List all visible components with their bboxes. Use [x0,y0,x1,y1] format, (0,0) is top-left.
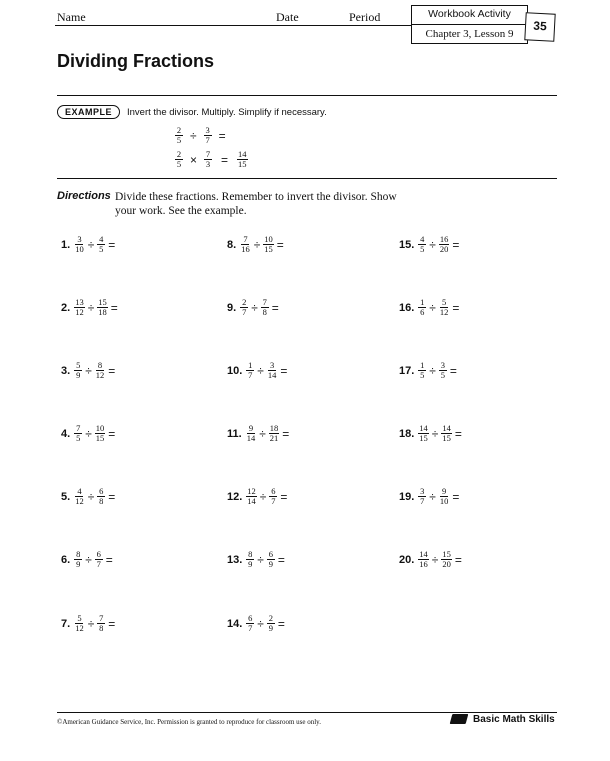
equals-sign: = [108,616,116,631]
divide-operator: ÷ [431,426,439,441]
divide-operator: ÷ [87,237,95,252]
divisor-fraction [267,614,275,633]
footer-brand [451,714,555,725]
equals-sign: = [276,237,284,252]
numerator: 3 [77,234,82,244]
denominator: 16 [419,559,428,569]
numerator: 4 [99,234,104,244]
example-badge: EXAMPLE [57,105,120,119]
numerator: 6 [96,549,101,559]
denominator: 3 [205,159,211,169]
problem-item [227,235,286,254]
numerator: 14 [238,149,247,159]
denominator: 12 [439,307,449,317]
divide-operator: ÷ [257,363,264,378]
problem-item [227,361,289,380]
directions-label: Directions [57,190,111,202]
problem-number: 5. [61,490,71,503]
problem-number: 14. [227,617,243,630]
divide-operator: ÷ [253,237,261,252]
period-label: Period [349,10,381,24]
problem-item [61,235,117,254]
denominator: 8 [99,496,104,506]
denominator: 15 [419,433,428,443]
numerator: 8 [76,549,81,559]
dividend-fraction [246,614,254,633]
denominator: 12 [95,370,105,380]
divide-operator: ÷ [85,426,92,441]
problem-item [399,487,461,506]
numerator: 2 [268,613,274,623]
numerator: 13 [75,297,84,307]
example-line-2 [174,150,249,169]
problem-number: 1. [61,238,71,251]
problem-item [61,487,117,506]
numerator: 16 [439,234,449,244]
brand-name: Basic Math Skills [473,714,555,725]
denominator: 8 [262,307,267,317]
equals-sign: = [277,552,285,567]
example-top-rule [57,95,557,96]
denominator: 7 [271,496,276,506]
equals-sign: = [271,300,279,315]
problem-item [61,298,120,317]
problem-number: 3. [61,364,71,377]
denominator: 15 [442,433,451,443]
problem-item [399,361,459,380]
equals-sign: = [108,363,116,378]
denominator: 5 [176,135,182,145]
divisor-fraction [95,361,106,380]
divisor-fraction [97,487,105,506]
denominator: 7 [96,559,101,569]
equals-sign: = [108,426,116,441]
divisor-fraction [269,424,280,443]
numerator: 10 [95,423,105,433]
numerator: 2 [176,149,182,159]
problem-item [399,424,464,443]
problem-number: 6. [61,553,71,566]
denominator: 5 [176,159,182,169]
divide-operator: ÷ [257,552,264,567]
denominator: 10 [439,496,449,506]
denominator: 9 [268,559,274,569]
denominator: 14 [247,496,256,506]
denominator: 12 [75,623,84,633]
book-icon [450,714,469,724]
problem-number: 9. [227,301,237,314]
divisor-fraction [267,361,278,380]
denominator: 9 [76,559,81,569]
numerator: 9 [442,486,447,496]
denominator: 9 [248,559,253,569]
denominator: 5 [420,244,425,254]
divisor-fraction [441,424,452,443]
equals-sign: = [108,237,116,252]
divide-operator: ÷ [251,300,258,315]
equals-sign: = [108,489,116,504]
denominator: 7 [248,623,253,633]
date-label: Date [276,10,299,24]
denominator: 18 [98,307,107,317]
divide-operator: ÷ [429,237,436,252]
equals-sign: = [218,128,226,143]
numerator: 6 [271,486,276,496]
denominator: 6 [420,307,425,317]
dividend-fraction [246,361,254,380]
denominator: 7 [248,370,253,380]
numerator: 14 [419,423,428,433]
numerator: 1 [248,360,253,370]
divisor-fraction [439,298,450,317]
divisor-fraction [97,614,105,633]
numerator: 7 [243,234,248,244]
denominator: 20 [439,244,449,254]
divisor-fraction [441,550,452,569]
numerator: 2 [176,125,182,135]
numerator: 1 [420,297,425,307]
problem-number: 2. [61,301,71,314]
name-label: Name [57,10,86,24]
numerator: 8 [248,549,253,559]
denominator: 15 [238,159,247,169]
numerator: 12 [247,486,256,496]
numerator: 3 [270,360,275,370]
dividend-fraction [418,361,426,380]
problem-item [227,550,287,569]
denominator: 5 [76,433,81,443]
divide-operator: ÷ [87,616,95,631]
denominator: 5 [440,370,446,380]
divisor-fraction [95,550,103,569]
problem-number: 20. [399,553,415,566]
equals-sign: = [277,616,285,631]
equals-sign: = [452,237,460,252]
numerator: 7 [99,613,104,623]
divide-operator: ÷ [85,363,92,378]
divisor-fraction [439,361,447,380]
problem-item [399,235,461,254]
page-title: Dividing Fractions [57,51,215,71]
numerator: 7 [262,297,267,307]
dividend-fraction [246,424,257,443]
denominator: 12 [75,307,84,317]
denominator: 20 [442,559,451,569]
equals-sign: = [452,489,460,504]
numerator: 6 [268,549,274,559]
divisor-fraction [439,487,450,506]
problem-item [61,361,117,380]
problem-number: 4. [61,427,71,440]
dividend-fraction [74,235,85,254]
numerator: 8 [97,360,103,370]
numerator: 3 [440,360,446,370]
problem-number: 19. [399,490,415,503]
problem-number: 13. [227,553,243,566]
problem-number: 11. [227,427,242,440]
denominator: 14 [267,370,277,380]
divide-operator: ÷ [431,552,439,567]
divide-operator: ÷ [257,616,264,631]
example-fraction [204,150,212,169]
page-number: 35 [524,12,555,42]
problem-item [227,298,281,317]
denominator: 8 [99,623,104,633]
problem-item [61,550,115,569]
activity-divider [412,24,527,25]
problem-number: 15. [399,238,415,251]
example-bottom-rule [57,178,557,179]
divisor-fraction [439,235,450,254]
denominator: 10 [75,244,84,254]
dividend-fraction [418,424,429,443]
numerator: 5 [76,360,81,370]
denominator: 15 [264,244,273,254]
problem-item [227,487,289,506]
numerator: 2 [242,297,247,307]
equals-sign: = [280,489,288,504]
denominator: 9 [268,623,274,633]
activity-subtitle: Chapter 3, Lesson 9 [425,28,514,40]
problem-number: 12. [227,490,243,503]
numerator: 4 [77,486,82,496]
dividend-fraction [74,487,85,506]
problem-number: 8. [227,238,237,251]
dividend-fraction [74,614,85,633]
divide-operator: ÷ [429,489,436,504]
problem-number: 18. [399,427,415,440]
numerator: 15 [442,549,451,559]
numerator: 10 [264,234,273,244]
activity-title: Workbook Activity [428,8,511,20]
divide-operator: ÷ [190,128,197,143]
dividend-fraction [74,424,82,443]
dividend-fraction [74,550,82,569]
divisor-fraction [261,298,269,317]
denominator: 14 [246,433,256,443]
problem-number: 10. [227,364,243,377]
dividend-fraction [418,550,429,569]
numerator: 14 [419,549,428,559]
numerator: 5 [77,613,82,623]
example-instruction: Invert the divisor. Multiply. Simplify if necessary. [127,107,327,118]
numerator: 7 [76,423,81,433]
numerator: 15 [98,297,107,307]
example-line-1 [174,126,228,145]
numerator: 1 [420,360,425,370]
denominator: 7 [205,135,210,145]
equals-sign: = [110,300,118,315]
footer-rule [57,712,557,713]
equals-sign: = [221,152,229,167]
numerator: 7 [205,149,211,159]
denominator: 7 [242,307,247,317]
header-rule [55,25,411,26]
divide-operator: ÷ [85,552,92,567]
dividend-fraction [418,235,426,254]
dividend-fraction [418,487,426,506]
dividend-fraction [240,298,248,317]
equals-sign: = [280,363,288,378]
dividend-fraction [246,550,254,569]
numerator: 6 [248,613,253,623]
denominator: 7 [420,496,425,506]
divisor-fraction [267,550,275,569]
divide-operator: ÷ [87,489,95,504]
numerator: 5 [442,297,447,307]
problem-number: 7. [61,617,71,630]
divide-operator: ÷ [429,363,436,378]
denominator: 5 [99,244,104,254]
dividend-fraction [246,487,257,506]
numerator: 18 [269,423,279,433]
problem-number: 17. [399,364,415,377]
denominator: 21 [269,433,279,443]
multiply-operator: × [190,152,198,167]
equals-sign: = [282,426,290,441]
dividend-fraction [418,298,426,317]
problem-item [61,424,117,443]
example-result-fraction [237,150,248,169]
problem-item [399,550,464,569]
example-fraction [204,126,212,145]
equals-sign: = [454,426,462,441]
equals-sign: = [449,363,457,378]
problem-item [227,614,287,633]
problem-item [227,424,291,443]
example-fraction [175,150,183,169]
equals-sign: = [454,552,462,567]
denominator: 16 [241,244,250,254]
divisor-fraction [95,424,106,443]
directions-text: Divide these fractions. Remember to invert the divisor. Show your work. See the example. [115,191,397,217]
equals-sign: = [452,300,460,315]
example-fraction [175,126,183,145]
numerator: 9 [248,423,254,433]
denominator: 9 [76,370,81,380]
divisor-fraction [97,235,105,254]
divide-operator: ÷ [87,300,95,315]
denominator: 15 [95,433,105,443]
divisor-fraction [269,487,277,506]
footer-copyright: ©American Guidance Service, Inc. Permission is granted to reproduce for classroom use only. [57,718,321,726]
numerator: 3 [420,486,425,496]
divide-operator: ÷ [259,489,267,504]
problem-number: 16. [399,301,415,314]
divide-operator: ÷ [429,300,436,315]
numerator: 14 [442,423,451,433]
equals-sign: = [105,552,113,567]
dividend-fraction [240,235,251,254]
activity-box [411,5,528,44]
denominator: 5 [420,370,425,380]
dividend-fraction [74,298,85,317]
numerator: 6 [99,486,104,496]
problem-item [399,298,461,317]
denominator: 12 [75,496,84,506]
divisor-fraction [97,298,108,317]
numerator: 3 [205,125,210,135]
numerator: 4 [420,234,425,244]
divide-operator: ÷ [259,426,266,441]
problem-item [61,614,117,633]
dividend-fraction [74,361,82,380]
divisor-fraction [263,235,274,254]
